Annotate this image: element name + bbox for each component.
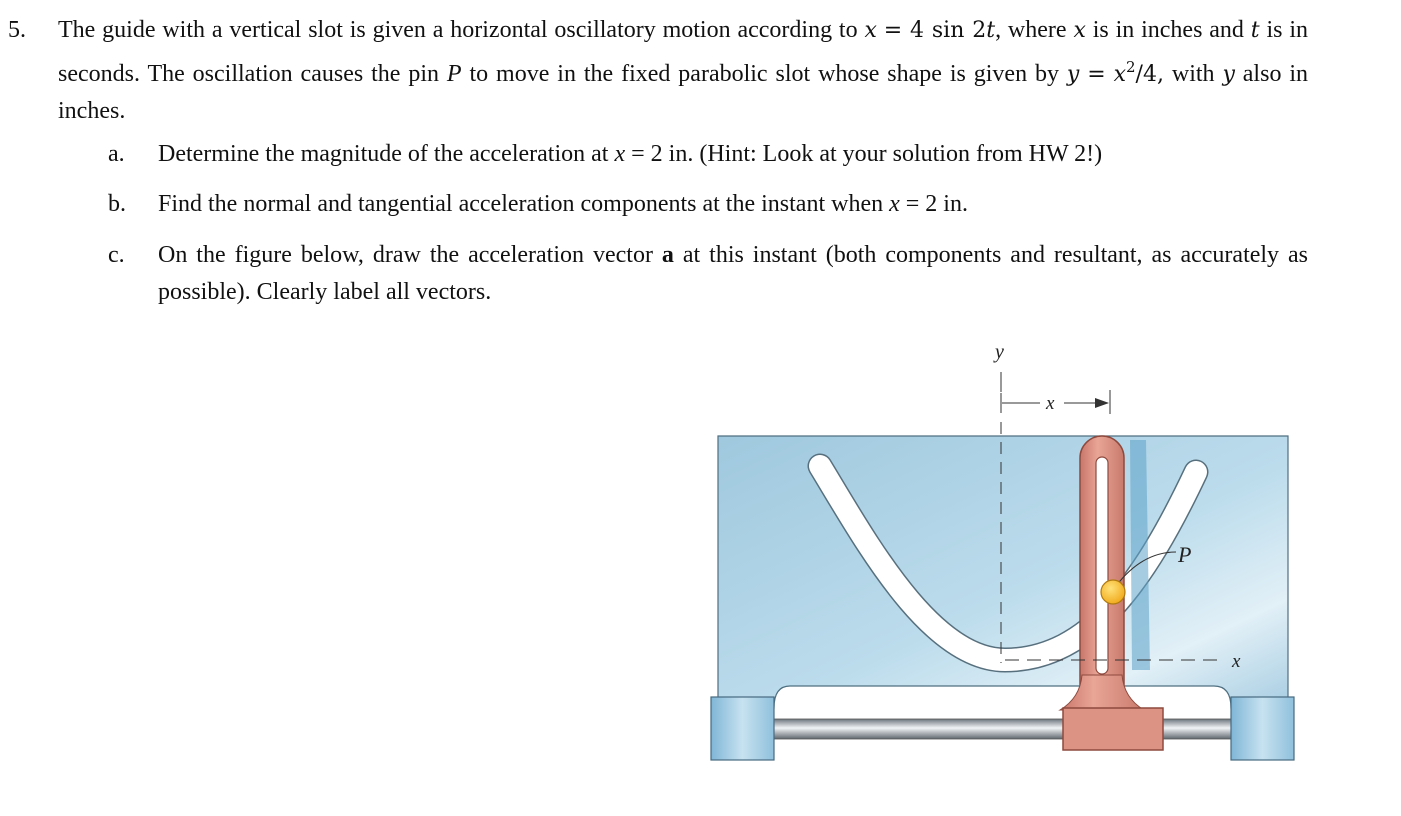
part-c-post: at this instant (both components and resultant, as accurately as possible). Clearly label all vectors. [158, 242, 1309, 305]
part-c-label: c. [108, 242, 125, 268]
part-a-text [158, 136, 1308, 173]
x-axis-label: x [1232, 651, 1241, 672]
part-b-pre: Find the normal and tangential acceleration components at the instant when [158, 191, 884, 217]
eq2-y: y [1066, 62, 1080, 87]
stem-text-6: with [1171, 61, 1215, 87]
guide-collar [1063, 708, 1163, 750]
stem-text-7: also in inches. [58, 61, 1309, 124]
stem-text-5: to move in the fixed parabolic slot whose shape is given by [469, 61, 1059, 87]
problem-number: 5. [8, 17, 26, 43]
mechanism-diagram [690, 330, 1310, 770]
part-c [0, 237, 1401, 311]
part-a-var: x [614, 141, 626, 167]
part-c-bold: a [661, 242, 674, 268]
stem-text-1: The guide with a vertical slot is given a horizontal oscillatory motion according to [58, 17, 858, 43]
part-c-pre: On the figure below, draw the acceleration vector [158, 242, 653, 268]
part-b [0, 186, 1401, 223]
guide-rod [770, 719, 1235, 739]
part-b-text [158, 186, 1308, 223]
stem-text-2: , where [995, 17, 1067, 43]
var-p: P [446, 61, 462, 87]
right-support-block [1231, 697, 1294, 760]
part-b-label: b. [108, 191, 126, 217]
eq1-t: t [986, 18, 996, 43]
left-support-block [711, 697, 774, 760]
var-x: x [1073, 18, 1086, 43]
y-axis-label: y [995, 341, 1004, 363]
x-dimension-label: x [1046, 393, 1055, 414]
problem-statement [58, 12, 1308, 130]
eq1-rhs: = 4 sin 2 [883, 18, 987, 43]
part-b-var: x [889, 191, 900, 217]
pin-p [1101, 580, 1125, 604]
eq2-x: x [1113, 62, 1126, 87]
part-a-label: a. [108, 141, 125, 167]
eq2-exponent: 2 [1126, 58, 1136, 76]
pin-label: P [1178, 542, 1192, 567]
mechanism-figure [690, 330, 1310, 770]
eq1-lhs: x [864, 18, 877, 43]
stem-text-4: is in seconds. The oscillation causes the pin [58, 17, 1309, 87]
part-a [0, 136, 1401, 173]
part-b-post: = 2 in. [905, 191, 968, 217]
stem-text-3: is in inches and [1092, 17, 1244, 43]
var-t: t [1250, 18, 1260, 43]
var-y: y [1222, 62, 1235, 87]
x-dimension-arrowhead [1095, 398, 1109, 408]
part-c-text [158, 237, 1308, 311]
eq2-eq: = [1087, 62, 1106, 87]
eq2-rest: /4, [1135, 62, 1164, 87]
part-a-pre: Determine the magnitude of the acceleration at [158, 141, 609, 167]
part-a-post: = 2 in. (Hint: Look at your solution from HW 2!) [631, 141, 1103, 167]
vertical-slot [1096, 457, 1108, 674]
